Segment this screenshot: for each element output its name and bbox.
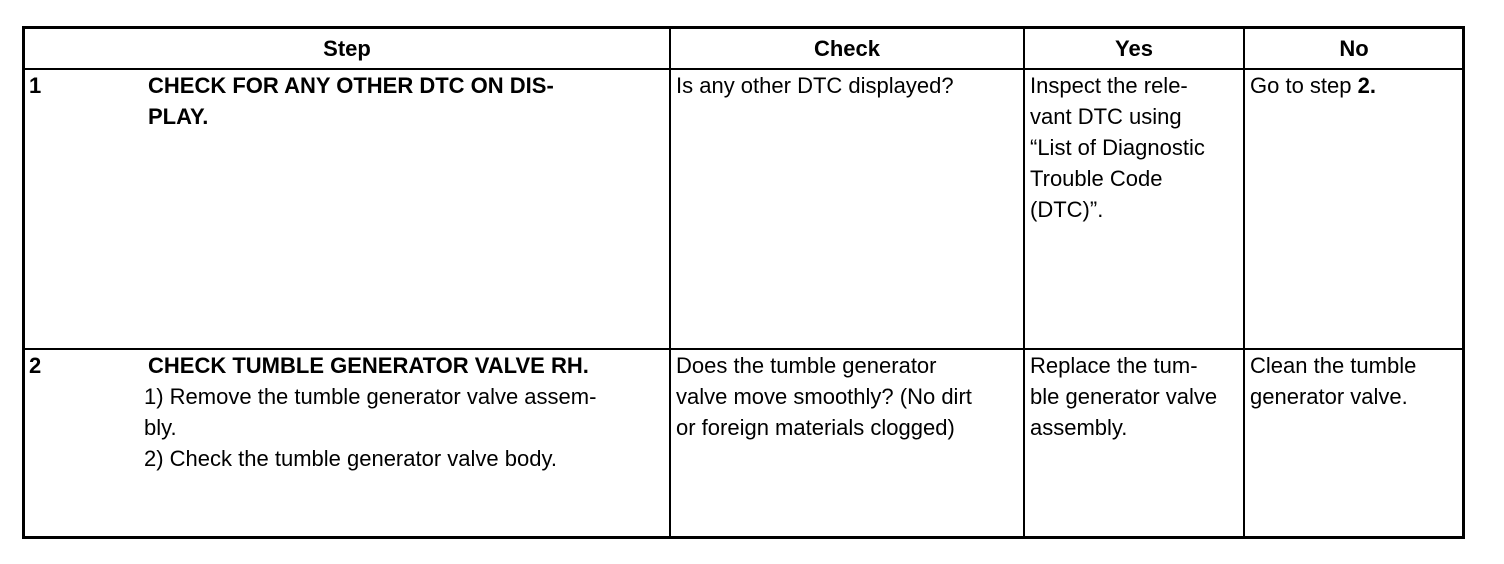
- header-yes: Yes: [1115, 36, 1153, 61]
- row-2-no: Clean the tumble generator valve.: [1250, 353, 1417, 409]
- row-1-check: Is any other DTC displayed?: [676, 73, 954, 98]
- header-step: Step: [323, 36, 371, 61]
- column-divider: [1023, 29, 1025, 536]
- row-1-yes: Inspect the rele- vant DTC using “List of Diagnostic Trouble Code (DTC)”.: [1030, 73, 1205, 222]
- row-1-no-text: Go to step: [1250, 73, 1358, 98]
- row-2-step-body: 1) Remove the tumble generator valve assem- bly. 2) Check the tumble generator valve body.: [144, 384, 597, 471]
- row-1-number: 1: [29, 73, 42, 98]
- row-1-no: [1250, 70, 1462, 101]
- row-2-check: Does the tumble generator valve move smoothly? (No dirt or foreign materials clogged): [676, 353, 972, 440]
- header-no: No: [1339, 36, 1369, 61]
- row-2-step-title: CHECK TUMBLE GENERATOR VALVE RH.: [148, 353, 589, 378]
- row-2-number: 2: [29, 353, 42, 378]
- row-1-no-step-ref: 2.: [1357, 73, 1376, 98]
- column-divider: [1243, 29, 1245, 536]
- diagnostic-table: [22, 26, 1465, 539]
- row-2-yes: Replace the tum- ble generator valve assembly.: [1030, 353, 1218, 440]
- row-1-step-title: CHECK FOR ANY OTHER DTC ON DIS- PLAY.: [148, 73, 554, 129]
- header-check: Check: [813, 36, 881, 61]
- column-divider: [669, 29, 671, 536]
